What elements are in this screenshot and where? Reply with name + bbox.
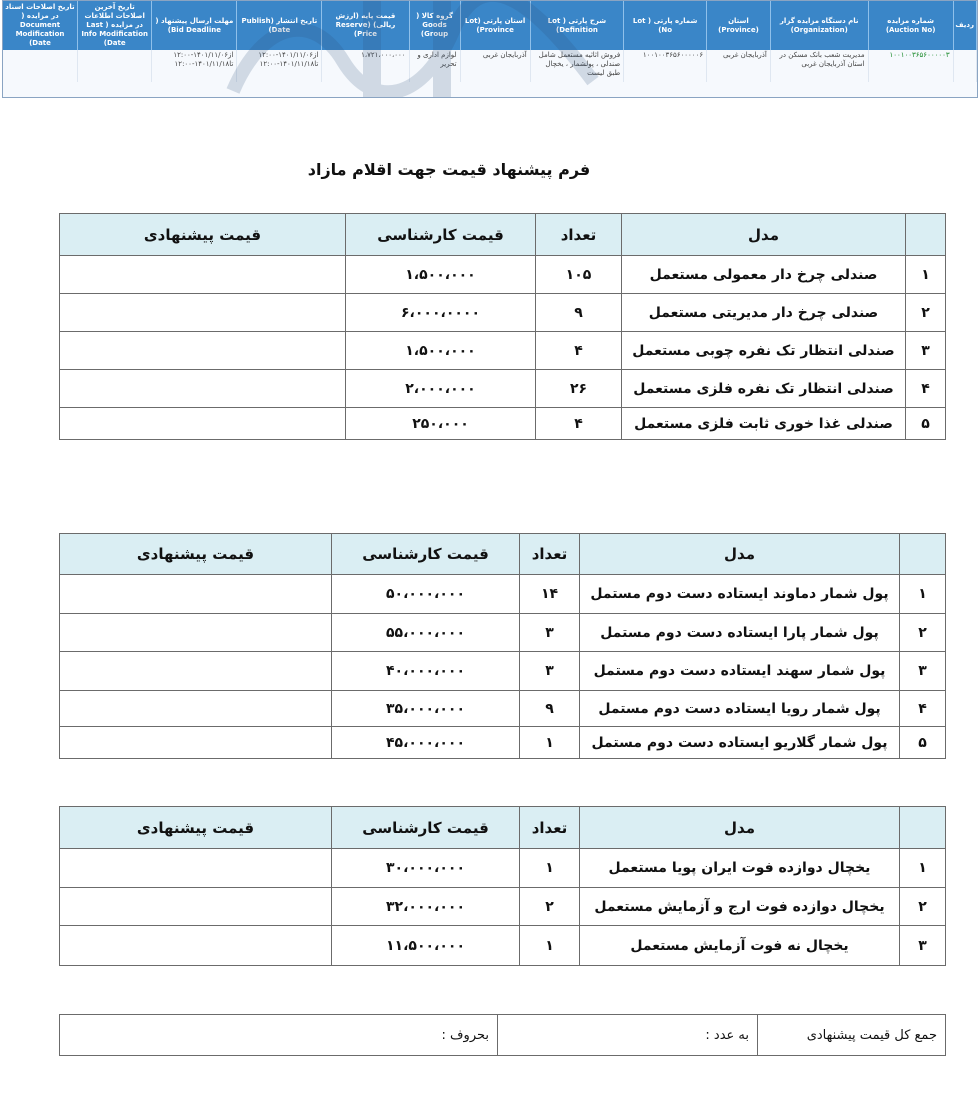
item-quantity: ۱۰۵ bbox=[536, 256, 622, 294]
row-number: ۲ bbox=[900, 614, 946, 652]
item-model: صندلی غذا خوری ثابت فلزی مستعمل bbox=[622, 408, 906, 440]
item-model: پول شمار پارا ایستاده دست دوم مستمل bbox=[580, 614, 900, 652]
offer-price-cell[interactable] bbox=[60, 888, 332, 926]
offer-price-cell[interactable] bbox=[60, 614, 332, 652]
item-model: پول شمار دماوند ایستاده دست دوم مستمل bbox=[580, 575, 900, 614]
item-expert-price: ۲۵۰،۰۰۰ bbox=[346, 408, 536, 440]
item-model: یخچال نه فوت آزمایش مستعمل bbox=[580, 926, 900, 966]
expert-price-header: قیمت کارشناسی bbox=[332, 534, 520, 575]
row-number: ۳ bbox=[900, 926, 946, 966]
item-model: صندلی انتظار تک نفره فلزی مستعمل bbox=[622, 370, 906, 408]
item-expert-price: ۳۰،۰۰۰،۰۰۰ bbox=[332, 849, 520, 888]
items-table-chairs bbox=[59, 213, 946, 440]
row-number: ۲ bbox=[906, 294, 946, 332]
item-quantity: ۲ bbox=[520, 888, 580, 926]
item-expert-price: ۴۰،۰۰۰،۰۰۰ bbox=[332, 652, 520, 691]
item-quantity: ۹ bbox=[520, 691, 580, 727]
listing-col-header: گروه کالا ( Goods Group) bbox=[409, 1, 460, 50]
row-number: ۵ bbox=[900, 727, 946, 759]
expert-price-header: قیمت کارشناسی bbox=[346, 214, 536, 256]
row-number-header bbox=[900, 534, 946, 575]
row-number: ۴ bbox=[906, 370, 946, 408]
listing-col-header: تاریخ اصلاحات اسناد در مزایده ( Document Modification Date) bbox=[3, 1, 77, 50]
item-quantity: ۳ bbox=[520, 614, 580, 652]
offer-price-cell[interactable] bbox=[60, 294, 346, 332]
item-quantity: ۴ bbox=[536, 332, 622, 370]
row-number: ۲ bbox=[900, 888, 946, 926]
items-table-refrigerators bbox=[59, 806, 946, 966]
row-number: ۴ bbox=[900, 691, 946, 727]
total-words-field[interactable]: بحروف : bbox=[60, 1015, 498, 1056]
total-label: جمع کل قیمت پیشنهادی bbox=[758, 1015, 946, 1056]
listing-cell bbox=[77, 50, 151, 82]
item-model: یخچال دوازده فوت ایران پویا مستعمل bbox=[580, 849, 900, 888]
auction-listing-strip bbox=[2, 0, 978, 98]
offer-price-cell[interactable] bbox=[60, 575, 332, 614]
listing-cell: ۱،۷۲۱،۰۰۰،۰۰۰ bbox=[322, 50, 409, 82]
listing-cell bbox=[3, 50, 77, 82]
listing-col-header: شماره مزایده (Auction No) bbox=[868, 1, 953, 50]
listing-cell: لوازم اداری و تحریر bbox=[409, 50, 460, 82]
table-row bbox=[60, 691, 946, 727]
offer-price-cell[interactable] bbox=[60, 332, 346, 370]
offer-price-cell[interactable] bbox=[60, 727, 332, 759]
listing-col-header: مهلت ارسال پیشنهاد ( Bid Deadline) bbox=[152, 1, 237, 50]
listing-row[interactable] bbox=[3, 50, 977, 82]
item-expert-price: ۵۵،۰۰۰،۰۰۰ bbox=[332, 614, 520, 652]
table-row bbox=[60, 888, 946, 926]
item-model: صندلی چرخ دار مدیریتی مستعمل bbox=[622, 294, 906, 332]
offer-price-cell[interactable] bbox=[60, 926, 332, 966]
listing-col-header: تاریخ انتشار (Publish Date) bbox=[237, 1, 322, 50]
item-model: صندلی چرخ دار معمولی مستعمل bbox=[622, 256, 906, 294]
listing-header-row bbox=[3, 1, 977, 50]
row-number: ۱ bbox=[906, 256, 946, 294]
table-row bbox=[60, 408, 946, 440]
listing-cell: از۱۴۰۱/۱۱/۰۶-۱۲:۰۰ تا۱۴۰۱/۱۱/۱۸-۱۲:۰۰ bbox=[237, 50, 322, 82]
listing-cell bbox=[953, 50, 976, 82]
offer-price-cell[interactable] bbox=[60, 370, 346, 408]
model-header: مدل bbox=[580, 534, 900, 575]
table-header-row bbox=[60, 807, 946, 849]
item-quantity: ۹ bbox=[536, 294, 622, 332]
listing-col-header: شرح پارتی ( Lot Definition) bbox=[530, 1, 624, 50]
item-model: صندلی انتظار تک نفره چوبی مستعمل bbox=[622, 332, 906, 370]
table-row bbox=[60, 727, 946, 759]
item-expert-price: ۳۲،۰۰۰،۰۰۰ bbox=[332, 888, 520, 926]
listing-cell: از۱۴۰۱/۱۱/۰۶-۱۲:۰۰ تا۱۴۰۱/۱۱/۱۸-۱۲:۰۰ bbox=[152, 50, 237, 82]
table-row bbox=[60, 294, 946, 332]
row-number: ۳ bbox=[906, 332, 946, 370]
table-row bbox=[60, 332, 946, 370]
offer-price-cell[interactable] bbox=[60, 408, 346, 440]
auction-listing-table bbox=[3, 1, 977, 82]
listing-cell: آذربایجان غربی bbox=[707, 50, 771, 82]
item-expert-price: ۴۵،۰۰۰،۰۰۰ bbox=[332, 727, 520, 759]
item-quantity: ۱ bbox=[520, 727, 580, 759]
table-header-row bbox=[60, 214, 946, 256]
row-number-header bbox=[900, 807, 946, 849]
item-expert-price: ۱،۵۰۰،۰۰۰ bbox=[346, 256, 536, 294]
model-header: مدل bbox=[622, 214, 906, 256]
item-model: پول شمار سهند ایستاده دست دوم مستمل bbox=[580, 652, 900, 691]
row-number: ۱ bbox=[900, 575, 946, 614]
row-number: ۵ bbox=[906, 408, 946, 440]
model-header: مدل bbox=[580, 807, 900, 849]
item-quantity: ۱۴ bbox=[520, 575, 580, 614]
offer-price-cell[interactable] bbox=[60, 652, 332, 691]
table-row bbox=[60, 652, 946, 691]
quantity-header: تعداد bbox=[520, 807, 580, 849]
table-header-row bbox=[60, 534, 946, 575]
row-number-header bbox=[906, 214, 946, 256]
listing-col-header: تاریخ آخرین اصلاحات اطلاعات در مزایده ( Last Info Modification Date) bbox=[77, 1, 151, 50]
item-quantity: ۳ bbox=[520, 652, 580, 691]
listing-cell: مدیریت شعب بانک مسکن در استان آذربایجان غربی bbox=[770, 50, 868, 82]
expert-price-header: قیمت کارشناسی bbox=[332, 807, 520, 849]
item-model: پول شمار گلاریو ایستاده دست دوم مستمل bbox=[580, 727, 900, 759]
total-numeric-field[interactable]: به عدد : bbox=[498, 1015, 758, 1056]
table-row bbox=[60, 614, 946, 652]
listing-cell: فروش اثاثیه مستعمل شامل صندلی ، پولشمار ، یخچال طبق لیست bbox=[530, 50, 624, 82]
form-title: فرم پیشنهاد قیمت جهت اقلام مازاد bbox=[307, 160, 591, 179]
total-offer-table bbox=[59, 1014, 946, 1056]
listing-col-header: استان پارتی (Lot Province) bbox=[460, 1, 530, 50]
auction-number-link[interactable]: ۱۰۰۱۰۰۳۶۵۶۰۰۰۰۰۳ bbox=[868, 50, 953, 82]
row-number: ۱ bbox=[900, 849, 946, 888]
item-expert-price: ۱۱،۵۰۰،۰۰۰ bbox=[332, 926, 520, 966]
item-quantity: ۴ bbox=[536, 408, 622, 440]
listing-col-header: نام دستگاه مزایده گزار (Organization) bbox=[770, 1, 868, 50]
listing-cell: ۱۰۰۱۰۰۳۶۵۶۰۰۰۰۰۶ bbox=[624, 50, 707, 82]
item-expert-price: ۶،۰۰۰،۰۰۰۰ bbox=[346, 294, 536, 332]
row-number: ۳ bbox=[900, 652, 946, 691]
listing-cell: آذربایجان غربی bbox=[460, 50, 530, 82]
item-quantity: ۱ bbox=[520, 849, 580, 888]
table-row bbox=[60, 575, 946, 614]
item-model: یخچال دوازده فوت ارج و آزمایش مستعمل bbox=[580, 888, 900, 926]
item-expert-price: ۲،۰۰۰،۰۰۰ bbox=[346, 370, 536, 408]
offer-price-cell[interactable] bbox=[60, 849, 332, 888]
items-table-money-counters bbox=[59, 533, 946, 759]
offer-price-header: قیمت پیشنهادی bbox=[60, 807, 332, 849]
quantity-header: تعداد bbox=[520, 534, 580, 575]
item-quantity: ۱ bbox=[520, 926, 580, 966]
listing-col-header: قیمت پایه (ارزش ریالی) (Reserve Price) bbox=[322, 1, 409, 50]
offer-price-cell[interactable] bbox=[60, 256, 346, 294]
table-row bbox=[60, 926, 946, 966]
quantity-header: تعداد bbox=[536, 214, 622, 256]
offer-price-cell[interactable] bbox=[60, 691, 332, 727]
item-quantity: ۲۶ bbox=[536, 370, 622, 408]
listing-col-header: استان (Province) bbox=[707, 1, 771, 50]
table-row bbox=[60, 849, 946, 888]
offer-price-header: قیمت پیشنهادی bbox=[60, 214, 346, 256]
item-expert-price: ۱،۵۰۰،۰۰۰ bbox=[346, 332, 536, 370]
listing-col-header: شماره پارتی ( Lot No) bbox=[624, 1, 707, 50]
item-expert-price: ۵۰،۰۰۰،۰۰۰ bbox=[332, 575, 520, 614]
listing-col-header: ردیف bbox=[953, 1, 976, 50]
item-model: پول شمار رویا ایستاده دست دوم مستمل bbox=[580, 691, 900, 727]
item-expert-price: ۳۵،۰۰۰،۰۰۰ bbox=[332, 691, 520, 727]
table-row bbox=[60, 370, 946, 408]
table-row bbox=[60, 256, 946, 294]
offer-price-header: قیمت پیشنهادی bbox=[60, 534, 332, 575]
